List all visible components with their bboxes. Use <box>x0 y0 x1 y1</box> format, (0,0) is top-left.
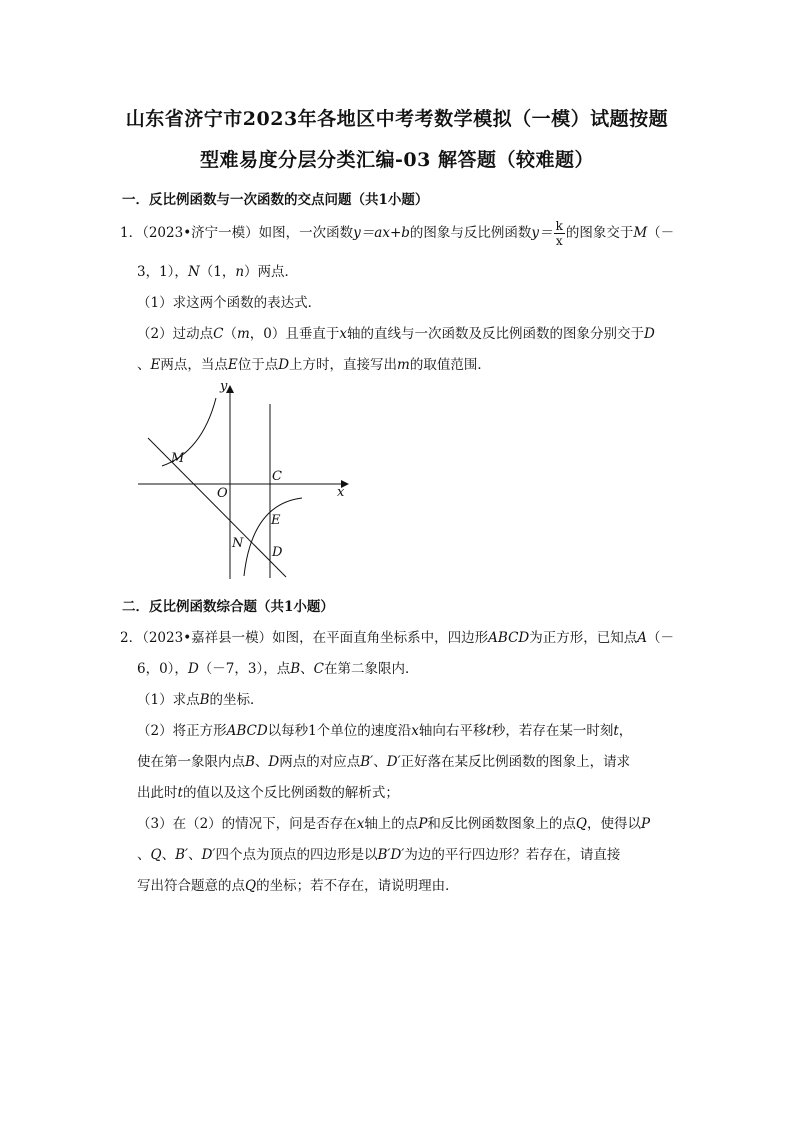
q2-text: 秒，若存在某一时刻 <box>491 723 614 739</box>
q2-text: （2）将正方形 <box>137 723 227 739</box>
q1-text: 3，1）， <box>137 264 188 280</box>
q2-text: 在第二象限内． <box>323 661 419 677</box>
q2-subquestion-3-line-2 <box>137 843 620 863</box>
q2-subquestion-3-line-1 <box>137 812 650 832</box>
label-O: O <box>217 486 228 501</box>
q2-subquestion-2-line-1 <box>137 719 632 739</box>
q1-text: （－ <box>647 225 675 241</box>
q2-text: （1）求点 <box>137 692 200 708</box>
q1-text: 1．（2023•济宁一模）如图，一次函数 <box>120 225 354 241</box>
q2-text: （－7，3），点 <box>198 661 291 677</box>
q2-line-2 <box>137 657 418 677</box>
q1-fraction-k-over-x <box>554 220 565 247</box>
label-M: M <box>171 451 185 466</box>
q1-subquestion-2-line-1 <box>137 322 655 342</box>
q2-text: 两点的对应点 <box>279 754 361 770</box>
q1-line-2 <box>137 260 298 280</box>
q2-point-Q: Q <box>245 878 257 894</box>
linear-function-line <box>148 438 286 577</box>
q2-point-D: D <box>268 754 280 770</box>
q1-text: （2）过动点 <box>137 326 214 342</box>
q1-var-m: m <box>397 357 410 373</box>
q1-subquestion-1: （1）求这两个函数的表达式． <box>137 295 322 311</box>
q2-text: 、 <box>300 661 314 677</box>
q2-point-Q: Q <box>575 816 587 832</box>
q1-text: 的取值范围． <box>409 357 491 373</box>
q2-text: 的值以及这个反比例函数的解析式； <box>182 785 399 801</box>
q2-text: 写出符合题意的点 <box>137 878 245 894</box>
section-2-heading: 二．反比例函数综合题（共1小题） <box>122 599 334 615</box>
q1-figure <box>130 376 360 586</box>
document-title-line-1: 山东省济宁市2023年各地区中考考数学模拟（一模）试题按题 <box>125 108 669 130</box>
q1-point-D: D <box>643 326 655 342</box>
q1-text: 位于点 <box>237 357 279 373</box>
q1-point-E: E <box>150 357 161 373</box>
q2-text: ， <box>618 723 633 739</box>
q2-point-B: B <box>290 661 301 677</box>
label-y: y <box>220 379 228 394</box>
q2-segment-BD-prime: B′D′ <box>377 847 405 863</box>
q2-text: 6，0）， <box>137 661 188 677</box>
q1-text: ）两点． <box>244 264 299 280</box>
q2-text: 、 <box>373 754 387 770</box>
label-N: N <box>232 536 244 551</box>
q2-var-t: t <box>177 785 183 801</box>
q1-var-x: x <box>339 326 347 342</box>
q2-text: 和反比例函数图象上的点 <box>427 816 576 832</box>
document-title-line-2: 型难易度分层分类汇编-03 解答题（较难题） <box>200 149 594 171</box>
q2-subquestion-2-line-2 <box>137 750 630 770</box>
q2-text: 2．（2023•嘉祥县一模）如图，在平面直角坐标系中，四边形 <box>120 630 489 646</box>
q2-point-B: B <box>199 692 210 708</box>
label-x: x <box>337 485 345 500</box>
q2-point-B-prime: B′ <box>175 847 189 863</box>
q2-text: 的坐标；若不存在，请说明理由． <box>256 878 459 894</box>
q2-text: 出此时 <box>137 785 178 801</box>
label-D: D <box>272 545 283 560</box>
q1-var-m: m <box>236 326 250 342</box>
q2-text: 以每秒1个单位的速度沿 <box>267 723 412 739</box>
q2-var-t: t <box>613 723 619 739</box>
q2-var-x: x <box>356 816 365 832</box>
q1-point-M: M <box>633 225 648 241</box>
q2-text: 使在第一象限内点 <box>137 754 245 770</box>
q1-point-D: D <box>278 357 290 373</box>
q2-point-D-prime: D′ <box>386 754 401 770</box>
fraction-denominator: x <box>555 234 563 248</box>
q1-text: 、 <box>137 357 151 373</box>
q2-text: 为边的平行四边形？若存在，请直接 <box>404 847 621 863</box>
q2-point-D: D <box>187 661 199 677</box>
q2-subquestion-2-line-3 <box>137 781 399 801</box>
q2-text: （－ <box>647 630 674 646</box>
q2-text: 、 <box>188 847 202 863</box>
q1-text: 两点，当点 <box>160 357 228 373</box>
q2-point-D-prime: D′ <box>201 847 216 863</box>
q2-text: 轴向右平移 <box>418 723 487 739</box>
q1-y-eq: y＝ <box>531 225 553 241</box>
q2-text: 为正方形，已知点 <box>529 630 638 646</box>
q2-text: 、 <box>137 847 151 863</box>
q2-point-Q: Q <box>150 847 162 863</box>
q2-var-x: x <box>411 723 419 739</box>
q1-line-1 <box>120 220 674 247</box>
q1-text: （1， <box>199 264 236 280</box>
q2-text: 、 <box>161 847 176 863</box>
q2-var-t: t <box>486 723 492 739</box>
q1-subquestion-2-line-2 <box>137 353 491 373</box>
q2-text: 轴上的点 <box>364 816 419 832</box>
q1-point-E: E <box>227 357 238 373</box>
q2-text: 的坐标． <box>209 692 264 708</box>
q2-point-C: C <box>313 661 324 677</box>
q2-text: 、 <box>254 754 269 770</box>
fraction-numerator: k <box>555 219 563 233</box>
q2-point-P: P <box>418 816 428 832</box>
q1-var-n: n <box>235 264 245 280</box>
q2-point-B-prime: B′ <box>360 754 374 770</box>
q2-text: ，使得以 <box>586 816 641 832</box>
q1-linear-func: y＝ax+b <box>353 225 410 241</box>
q2-square-ABCD: ABCD <box>226 723 268 739</box>
q1-text: 上方时，直接写出 <box>289 357 398 373</box>
q2-point-B: B <box>245 754 255 770</box>
q2-subquestion-3-line-3 <box>137 874 459 894</box>
q1-text: （ <box>223 326 237 342</box>
q2-text: （3）在（2）的情况下，问是否存在 <box>137 816 357 832</box>
q1-text: ，0）且垂直于 <box>249 326 340 342</box>
section-1-heading: 一．反比例函数与一次函数的交点问题（共1小题） <box>122 192 429 208</box>
label-E: E <box>271 513 281 528</box>
q2-point-A: A <box>637 630 647 646</box>
q1-point-C: C <box>213 326 224 342</box>
q1-text: 轴的直线与一次函数及反比例函数的图象分别交于 <box>346 326 644 342</box>
q1-point-N: N <box>187 264 200 280</box>
q1-text: 的图象交于 <box>565 225 634 241</box>
q2-text: 四个点为顶点的四边形是以 <box>215 847 378 863</box>
q2-subquestion-1 <box>137 688 264 708</box>
q2-text: 正好落在某反比例函数的图象上，请求 <box>400 754 631 770</box>
q2-square-ABCD: ABCD <box>488 630 530 646</box>
q2-point-P: P <box>640 816 651 832</box>
q1-text: 的图象与反比例函数 <box>409 225 532 241</box>
label-C: C <box>272 469 282 484</box>
q2-line-1 <box>120 626 674 646</box>
